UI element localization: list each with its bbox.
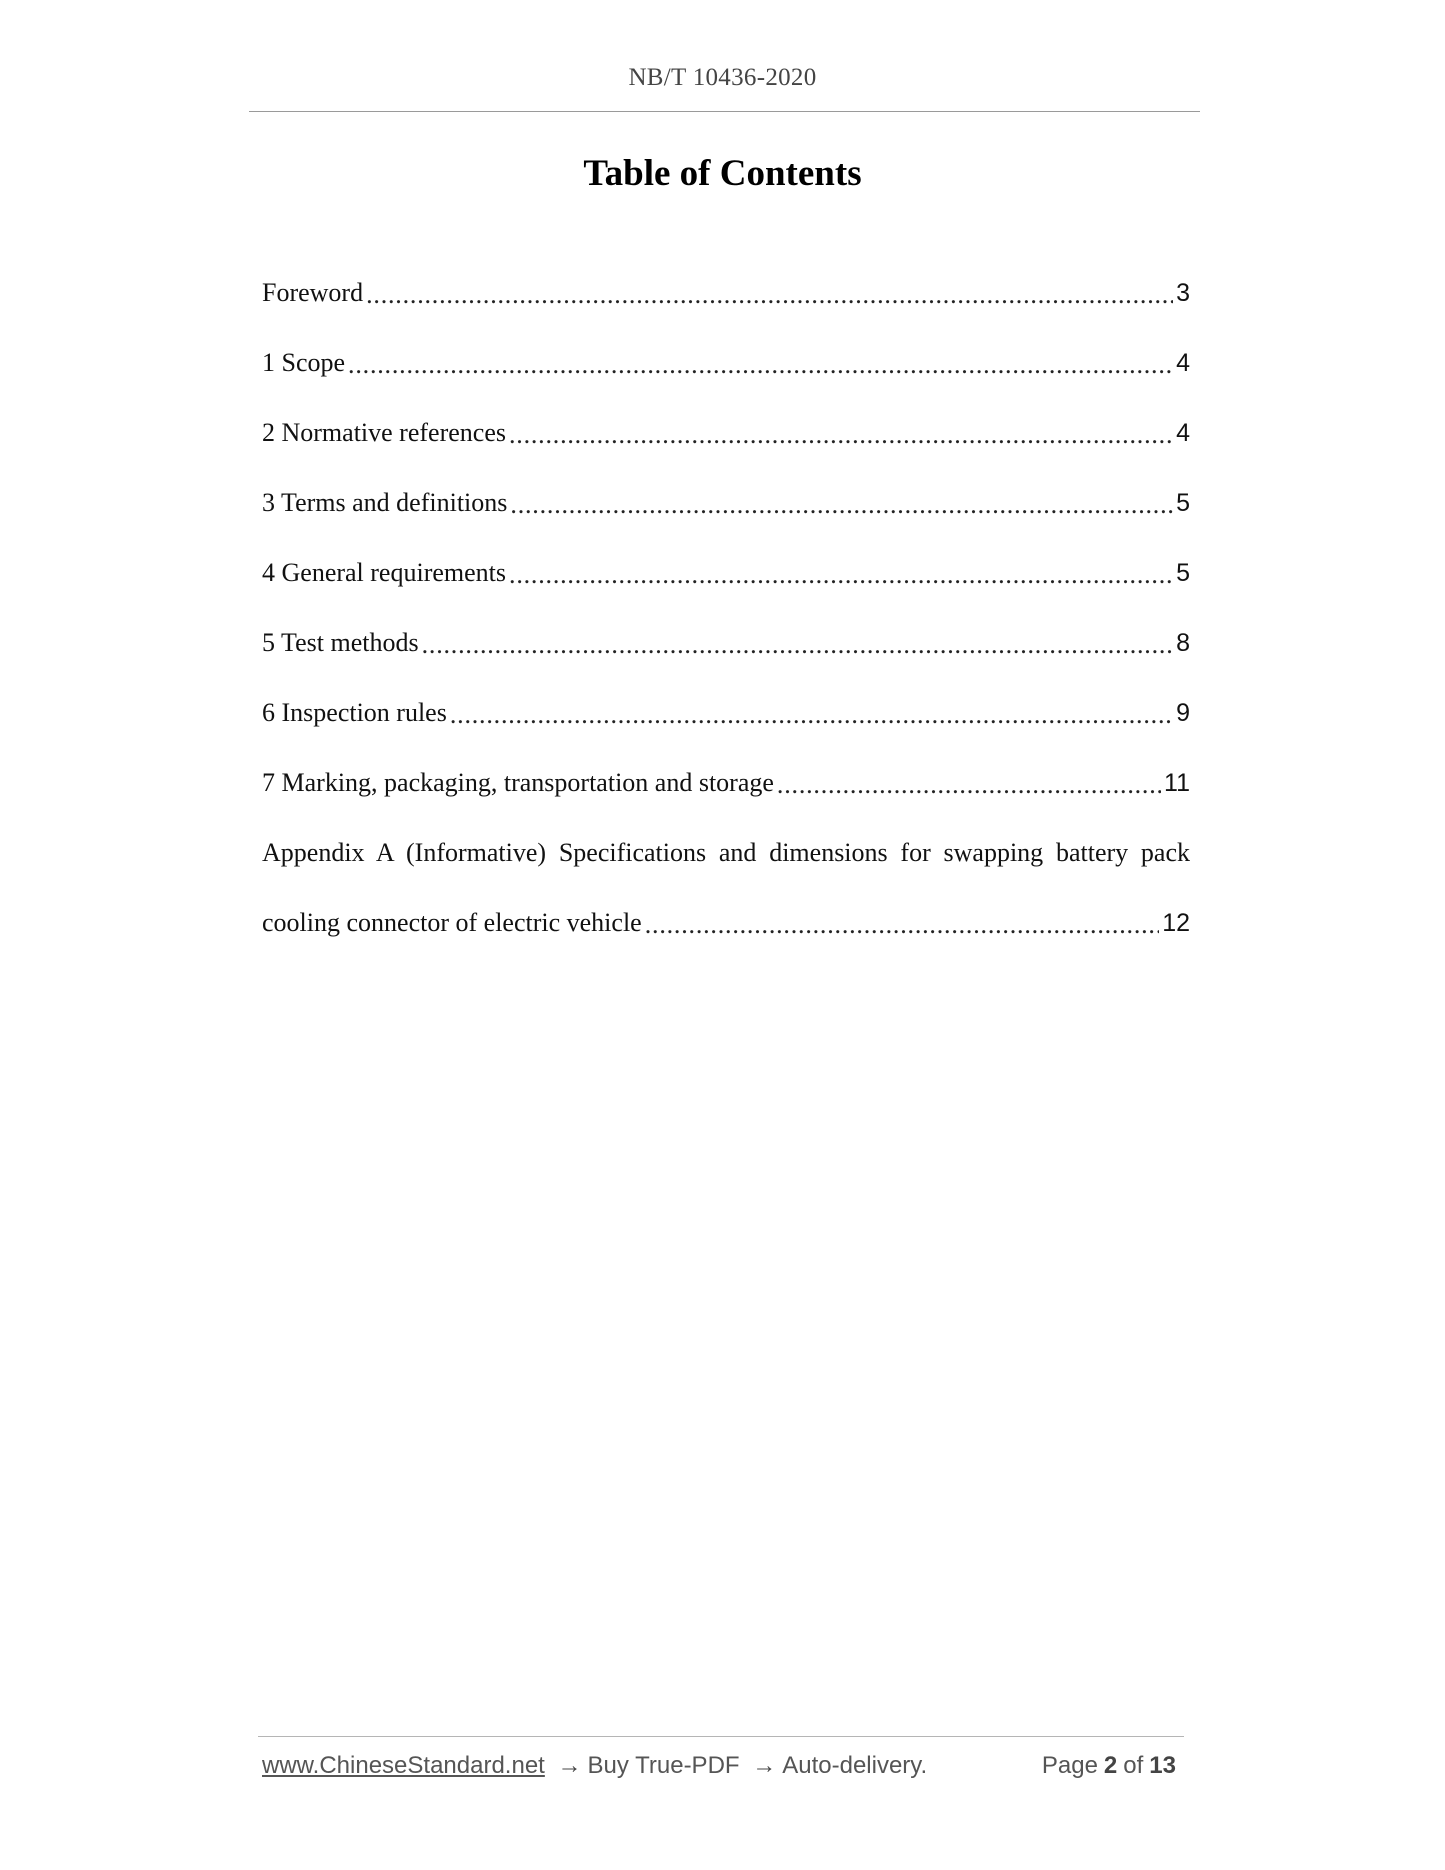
toc-entry-marking-packaging[interactable]: [262, 748, 1190, 818]
arrow-right-icon: →: [752, 1752, 777, 1779]
toc-entry-inspection-rules[interactable]: [262, 678, 1190, 748]
total-page-count: 13: [1149, 1752, 1176, 1779]
dot-leader: [509, 560, 1173, 590]
toc-entry-appendix-a-line2[interactable]: [262, 888, 1190, 958]
page-footer: [262, 1752, 1182, 1780]
dot-leader: [422, 630, 1174, 660]
toc-entry-label: 6 Inspection rules: [262, 698, 447, 727]
toc-entry-page: 5: [1176, 488, 1190, 517]
dot-leader: [777, 770, 1161, 800]
dot-leader: [348, 350, 1173, 380]
toc-entry-label: cooling connector of electric vehicle: [262, 908, 642, 937]
toc-entry-label: Appendix A (Informative) Specifications and dimensions for swapping battery pack: [262, 838, 1190, 867]
toc-entry-page: 9: [1176, 698, 1190, 727]
toc-entry-label: 4 General requirements: [262, 558, 507, 587]
toc-entry-label: 7 Marking, packaging, transportation and storage: [262, 768, 774, 797]
toc-entry-label: 5 Test methods: [262, 628, 419, 657]
toc-entry-page: 12: [1162, 908, 1190, 937]
dot-leader: [510, 490, 1173, 520]
toc-entry-appendix-a-line1[interactable]: [262, 818, 1190, 888]
toc-entry-label: 2 Normative references: [262, 418, 506, 447]
dot-leader: [366, 280, 1173, 310]
buy-true-pdf-text: Buy True-PDF: [587, 1752, 740, 1779]
footer-divider: [258, 1736, 1184, 1737]
toc-entry-test-methods[interactable]: [262, 608, 1190, 678]
page-indicator: [1042, 1752, 1182, 1780]
toc-entry-page: 4: [1176, 348, 1190, 377]
toc-entry-page: 8: [1176, 628, 1190, 657]
standard-code-header: NB/T 10436-2020: [628, 64, 817, 91]
toc-entry-page: 11: [1164, 768, 1190, 797]
arrow-right-icon: →: [557, 1752, 582, 1779]
toc-entry-scope[interactable]: [262, 328, 1190, 398]
current-page-number: 2: [1103, 1752, 1118, 1779]
header-divider: [249, 111, 1200, 112]
of-word: of: [1123, 1752, 1144, 1779]
footer-promo: [262, 1752, 927, 1780]
toc-entry-terms-definitions[interactable]: [262, 468, 1190, 538]
toc-entry-foreword[interactable]: [262, 258, 1190, 328]
dot-leader: [450, 700, 1173, 730]
page-word: Page: [1041, 1752, 1098, 1779]
toc-title: Table of Contents: [583, 153, 862, 194]
site-link[interactable]: www.ChineseStandard.net: [262, 1752, 545, 1779]
toc-entry-page: 5: [1176, 558, 1190, 587]
dot-leader: [645, 910, 1159, 940]
toc-entry-page: 3: [1176, 278, 1190, 307]
toc-entry-label: Foreword: [262, 278, 364, 307]
toc-entry-label: 3 Terms and definitions: [262, 488, 508, 517]
dot-leader: [509, 420, 1173, 450]
toc-list: [262, 258, 1190, 958]
toc-entry-page: 4: [1176, 418, 1190, 447]
toc-entry-normative-references[interactable]: [262, 398, 1190, 468]
toc-entry-label: 1 Scope: [262, 348, 346, 377]
auto-delivery-text: Auto-delivery.: [782, 1752, 928, 1779]
toc-entry-general-requirements[interactable]: [262, 538, 1190, 608]
